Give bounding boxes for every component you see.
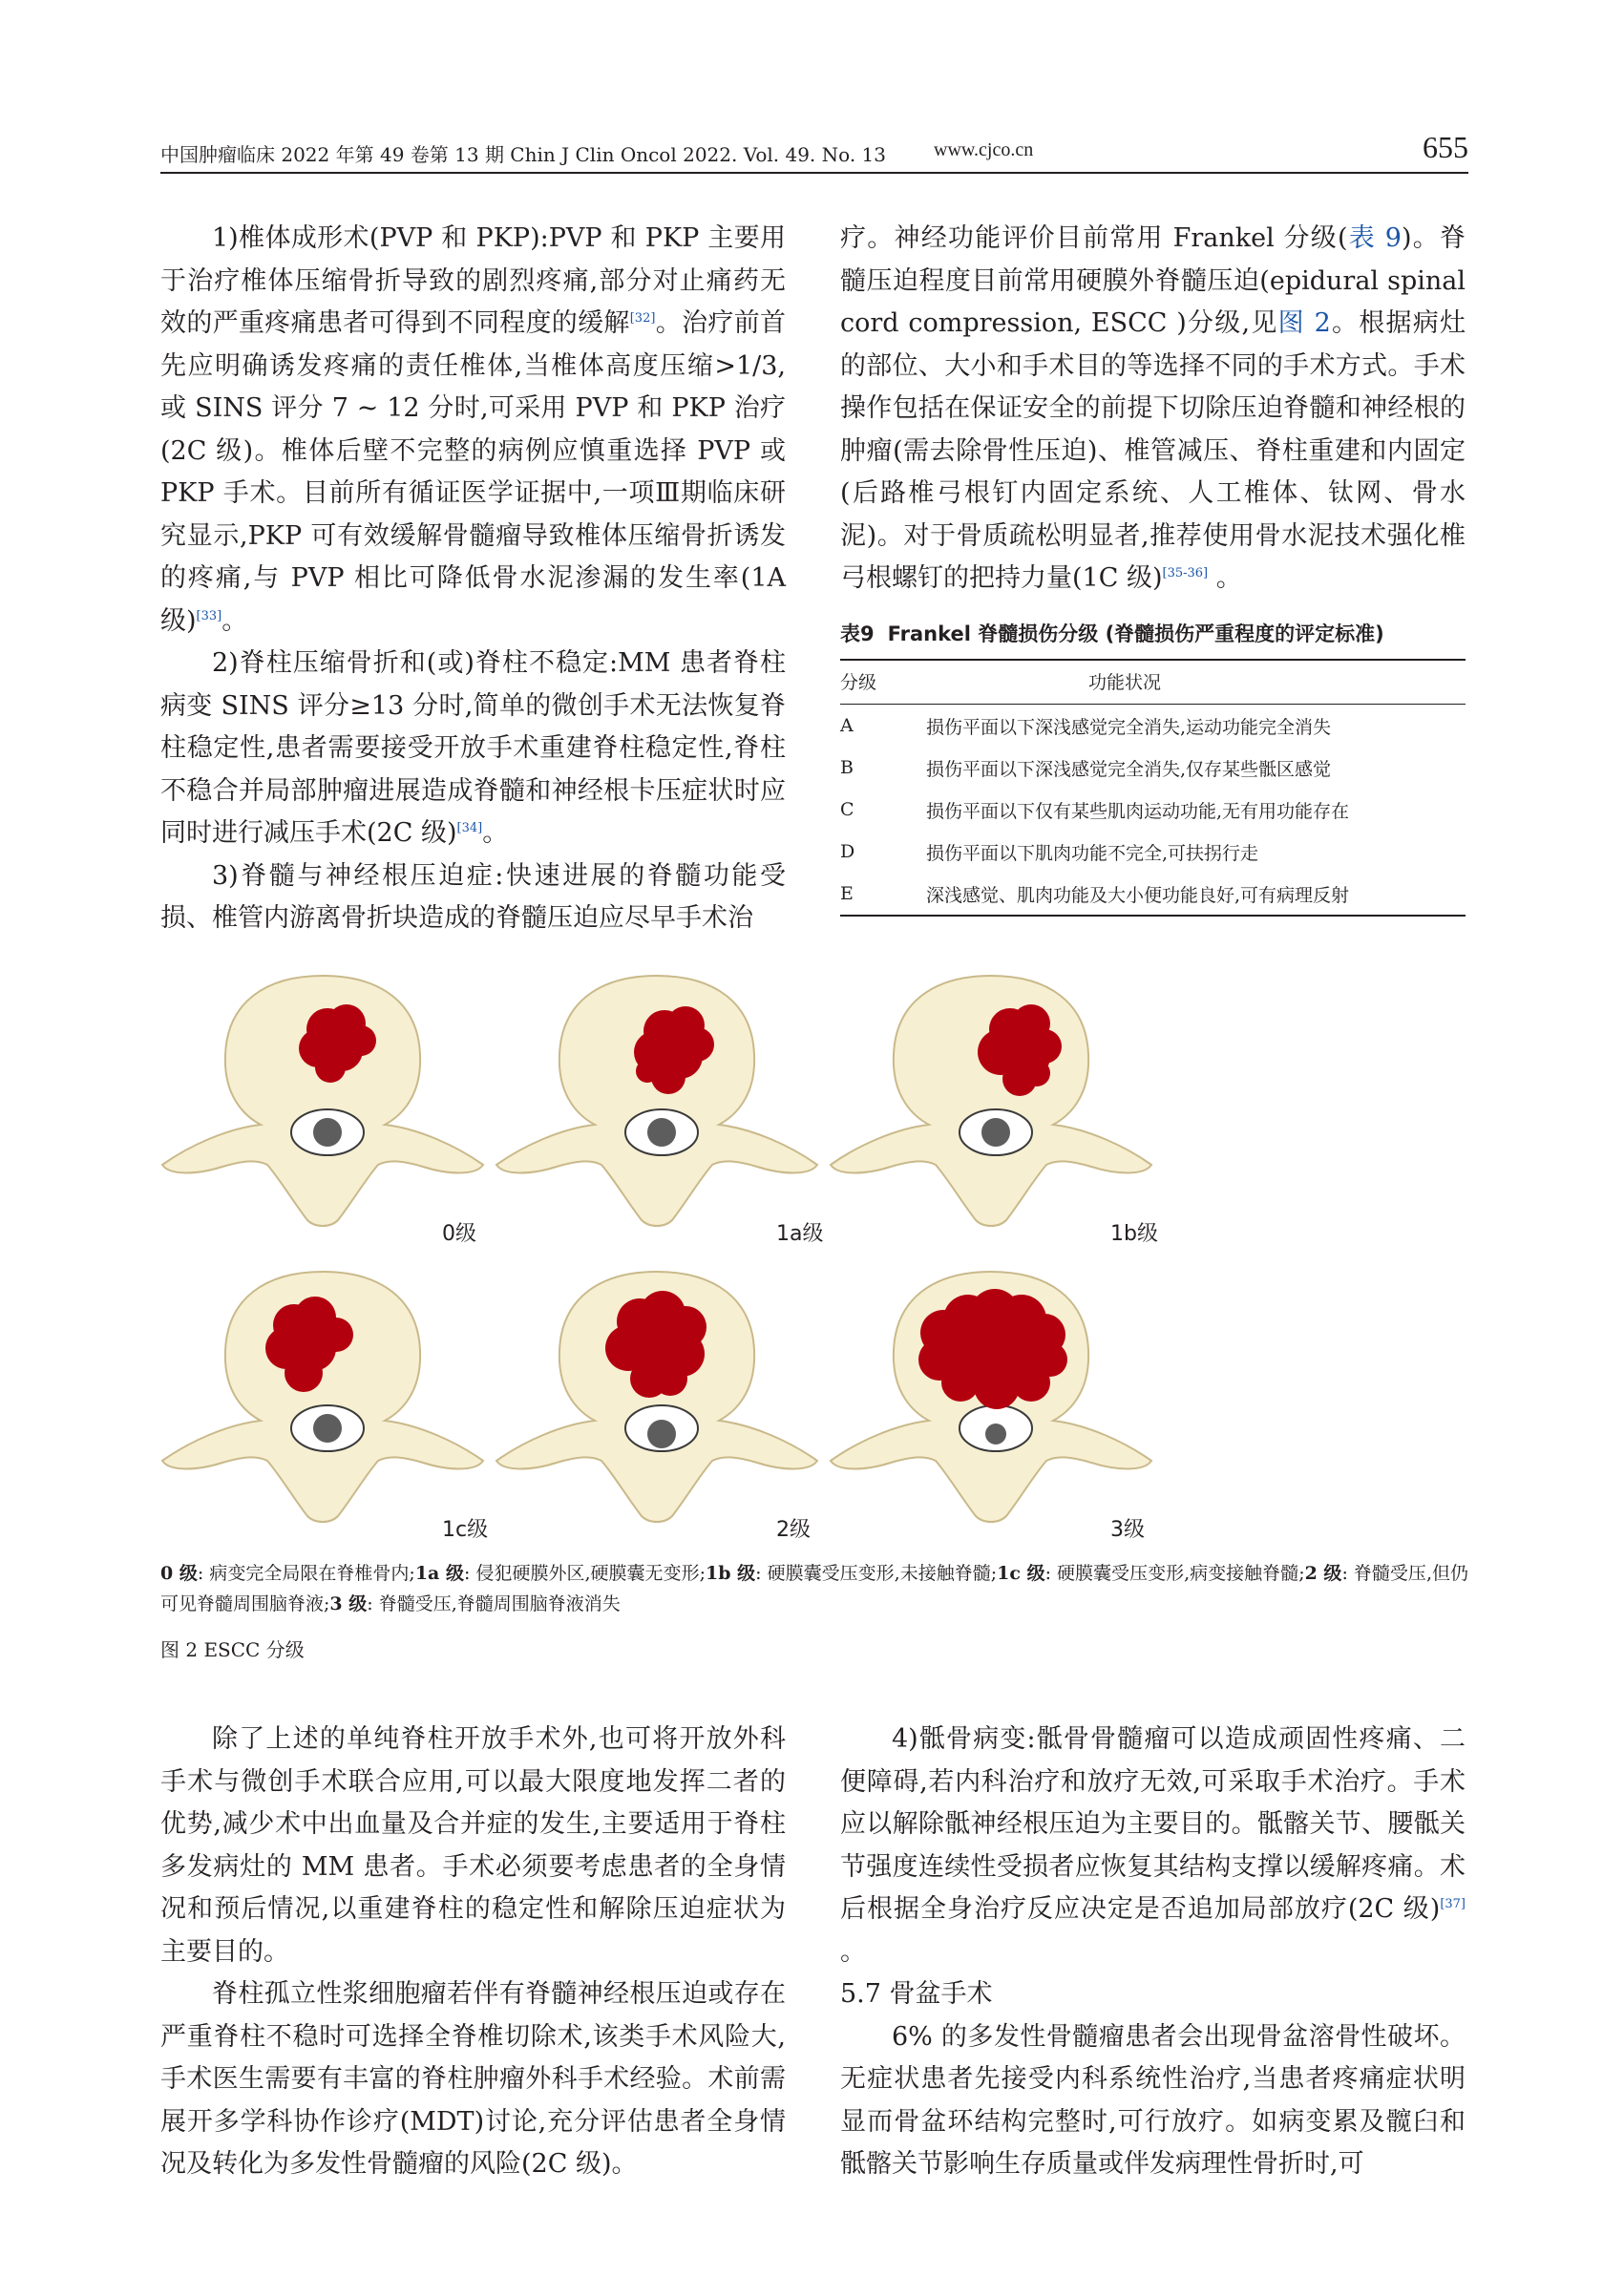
vertebra-illustration <box>495 964 819 1241</box>
grade-cell: E <box>840 873 926 916</box>
escc-grade-label: 1a级 <box>776 1222 824 1246</box>
escc-panel <box>160 1260 485 1537</box>
left-column-top <box>160 218 786 940</box>
figure-2-escc <box>160 964 1468 1547</box>
escc-panel <box>829 964 1153 1241</box>
table-header-row <box>840 660 1466 705</box>
escc-grade-label: 3级 <box>1110 1518 1145 1542</box>
grade-cell: A <box>840 715 854 736</box>
journal-url[interactable]: www.cjco.cn <box>934 139 1034 160</box>
paragraph-combined-surgery: 除了上述的单纯脊柱开放手术外,也可将开放外科手术与微创手术联合应用,可以最大限度地发挥二者的优势,减少术中出血量及合并症的发生,主要适用于脊柱多发病灶的 MM 患者。手术必须要考虑患者的全身情况和预后情况,以重建脊柱的稳定性和解除压迫症状为主要目的。 <box>160 1724 786 1967</box>
spinal-cord <box>313 1414 342 1443</box>
header-function: 功能状况 <box>926 660 1466 705</box>
paragraph-spinal-instability: 2)脊柱压缩骨折和(或)脊柱不稳定:MM 患者脊柱病变 SINS 评分≥13 分时,简单的微创手术无法恢复脊柱稳定性,患者需要接受开放手术重建脊柱稳定性,脊柱不稳合并局部肿瘤进展造成脊髓和神经根卡压症状时应同时进行减压手术(2C 级)[34]。 <box>160 648 786 848</box>
grade-cell: D <box>840 841 855 862</box>
tumor-lobe <box>1027 1029 1062 1064</box>
tumor-lobe <box>1023 1060 1050 1086</box>
escc-panel <box>495 964 819 1241</box>
escc-grade-label: 1c级 <box>442 1518 489 1542</box>
function-cell: 损伤平面以下肌肉功能不完全,可扶拐行走 <box>926 842 1259 864</box>
caption-grade-text: : 脊髓受压,脊髓周围脑脊液消失 <box>367 1593 621 1614</box>
tumor-lobe <box>1012 1363 1050 1402</box>
spinal-cord <box>647 1118 676 1147</box>
figure-2-link[interactable]: 图 2 <box>1277 308 1331 338</box>
caption-grade-text: : 病变完全局限在脊椎骨内; <box>197 1563 415 1584</box>
spinal-cord <box>313 1118 342 1147</box>
grade-cell: C <box>840 799 854 820</box>
citation-35-36[interactable]: [35-36] <box>1162 566 1209 580</box>
page-number: 655 <box>1423 130 1468 164</box>
tumor-lobe <box>941 1363 980 1402</box>
tumor-lobe <box>653 1361 687 1396</box>
table-9-title: 表9 Frankel 脊髓损伤分级 (脊髓损伤严重程度的评定标准) <box>840 622 1384 645</box>
caption-grade-label: 1b 级 <box>706 1563 756 1584</box>
grade-cell: B <box>840 757 854 778</box>
function-cell: 深浅感觉、肌肉功能及大小便功能良好,可有病理反射 <box>926 873 1466 916</box>
spinal-cord <box>985 1424 1006 1445</box>
tumor-lobe <box>319 1318 353 1352</box>
right-column-top <box>840 218 1466 601</box>
escc-grade-label: 1b级 <box>1110 1222 1158 1246</box>
table-row <box>840 831 1466 873</box>
paragraph-sacral-lesion: 4)骶骨病变:骶骨骨髓瘤可以造成顽固性疼痛、二便障碍,若内科治疗和放疗无效,可采取手术治疗。手术应以解除骶神经根压迫为主要目的。骶髂关节、腰骶关节强度连续性受损者应恢复其结构支撑以缓解疼痛。术后根据全身治疗反应决定是否追加局部放疗(2C 级)[37] 。 <box>840 1724 1466 1967</box>
header-grade: 分级 <box>840 660 926 705</box>
paragraph-pelvic-lesion: 6% 的多发性骨髓瘤患者会出现骨盆溶骨性破坏。无症状患者先接受内科系统性治疗,当患者疼痛症状明显而骨盆环结构完整时,可行放疗。如病变累及髋臼和骶髂关节影响生存质量或伴发病理性骨折时,可 <box>840 2021 1466 2179</box>
tumor-lobe <box>315 1052 346 1083</box>
escc-panel <box>495 1260 819 1537</box>
table-row <box>840 789 1466 831</box>
journal-info: 中国肿瘤临床 2022 年第 49 卷第 13 期 Chin J Clin Oncol 2022. Vol. 49. No. 13 <box>160 143 886 166</box>
table-9 <box>840 619 1466 917</box>
paragraph-vertebroplasty: 1)椎体成形术(PVP 和 PKP):PVP 和 PKP 主要用于治疗椎体压缩骨折导致的剧烈疼痛,部分对止痛药无效的严重疼痛患者可得到不同程度的缓解[32]。治疗前首先应明确诱发疼痛的责任椎体,当椎体高度压缩>1/3, 或 SINS 评分 7 ~ 12 分时,可采用 PVP 和 PKP 治疗(2C 级)。椎体后壁不完整的病例应慎重选择 PVP 或 PKP 手术。目前所有循证医学证据中,一项Ⅲ期临床研究显示,PKP 可有效缓解骨髓瘤导致椎体压缩骨折诱发的疼痛,与 PVP 相比可降低骨水泥渗漏的发生率(1A 级)[33]。 <box>160 223 787 636</box>
citation-34[interactable]: [34] <box>456 821 483 835</box>
paragraph-cord-compression: 3)脊髓与神经根压迫症:快速进展的脊髓功能受损、椎管内游离骨折块造成的脊髓压迫应尽早手术治 <box>160 860 786 933</box>
escc-grade-label: 0级 <box>442 1222 476 1246</box>
function-cell: 损伤平面以下深浅感觉完全消失,仅存某些骶区感觉 <box>926 758 1332 780</box>
table-row <box>840 747 1466 789</box>
caption-grade-text: : 硬膜囊受压变形,病变接触脊髓; <box>1044 1563 1305 1584</box>
vertebra-illustration <box>829 1260 1153 1537</box>
paragraph-solitary-plasmacytoma: 脊柱孤立性浆细胞瘤若伴有脊髓神经根压迫或存在严重脊柱不稳时可选择全脊椎切除术,该类手术风险大,手术医生需要有丰富的脊柱肿瘤外科手术经验。术前需展开多学科协作诊疗(MDT)讨论,充分评估患者全身情况及转化为多发性骨髓瘤的风险(2C 级)。 <box>160 1979 786 2179</box>
citation-32[interactable]: [32] <box>629 311 656 326</box>
page-header <box>160 130 1468 174</box>
escc-grade-label: 2级 <box>776 1518 811 1542</box>
tumor-lobe <box>636 1060 659 1083</box>
escc-panel <box>829 1260 1153 1537</box>
caption-grade-text: : 硬膜囊受压变形,未接触脊髓; <box>755 1563 998 1584</box>
section-title-pelvic-surgery: 5.7 骨盆手术 <box>840 1979 993 2009</box>
function-cell: 损伤平面以下深浅感觉完全消失,运动功能完全消失 <box>926 716 1332 738</box>
caption-grade-label: 3 级 <box>329 1593 368 1614</box>
caption-grade-text: : 脊髓受压,但仍可见脊髓周围脑脊液; <box>160 1563 1468 1614</box>
table-row <box>840 873 1466 916</box>
right-column-bottom <box>840 1719 1466 2186</box>
citation-37[interactable]: [37] <box>1440 1897 1466 1911</box>
escc-panel <box>160 964 485 1241</box>
spinal-cord <box>981 1118 1010 1147</box>
caption-grade-label: 1c 级 <box>997 1563 1045 1584</box>
function-cell: 损伤平面以下仅有某些肌肉运动功能,无有用功能存在 <box>926 800 1350 822</box>
paragraph-frankel: 疗。神经功能评价目前常用 Frankel 分级(表 9)。脊髓压迫程度目前常用硬膜外脊髓压迫(epidural spinal cord compression, ESCC )分级,见图 2。根据病灶的部位、大小和手术目的等选择不同的手术方式。手术操作包括在保证安全的前提下切除压迫脊髓和神经根的肿瘤(需去除骨性压迫)、椎管减压、脊柱重建和内固定(后路椎弓根钉内固定系统、人工椎体、钛网、骨水泥)。对于骨质疏松明显者,推荐使用骨水泥技术强化椎弓根螺钉的把持力量(1C 级)[35-36] 。 <box>840 223 1466 593</box>
figure-2-title: 图 2 ESCC 分级 <box>160 1638 305 1661</box>
table-9-link[interactable]: 表 9 <box>1347 223 1402 253</box>
frankel-table <box>840 659 1466 917</box>
left-column-bottom <box>160 1719 786 2186</box>
caption-grade-label: 1a 级 <box>414 1563 464 1584</box>
tumor-lobe <box>680 1027 714 1062</box>
vertebra-illustration <box>160 1260 485 1537</box>
citation-33[interactable]: [33] <box>196 608 222 623</box>
spinal-cord <box>647 1420 676 1448</box>
caption-grade-label: 0 级 <box>160 1563 198 1584</box>
vertebra-illustration <box>495 1260 819 1537</box>
table-row <box>840 705 1466 748</box>
tumor-lobe <box>346 1025 376 1056</box>
tumor-lobe <box>285 1354 323 1392</box>
figure-2-caption <box>160 1558 1468 1619</box>
caption-grade-text: : 侵犯硬膜外区,硬膜囊无变形; <box>463 1563 706 1584</box>
vertebra-illustration <box>829 964 1153 1241</box>
caption-grade-label: 2 级 <box>1304 1563 1342 1584</box>
vertebra-illustration <box>160 964 485 1241</box>
vertebra-bone <box>831 976 1151 1226</box>
